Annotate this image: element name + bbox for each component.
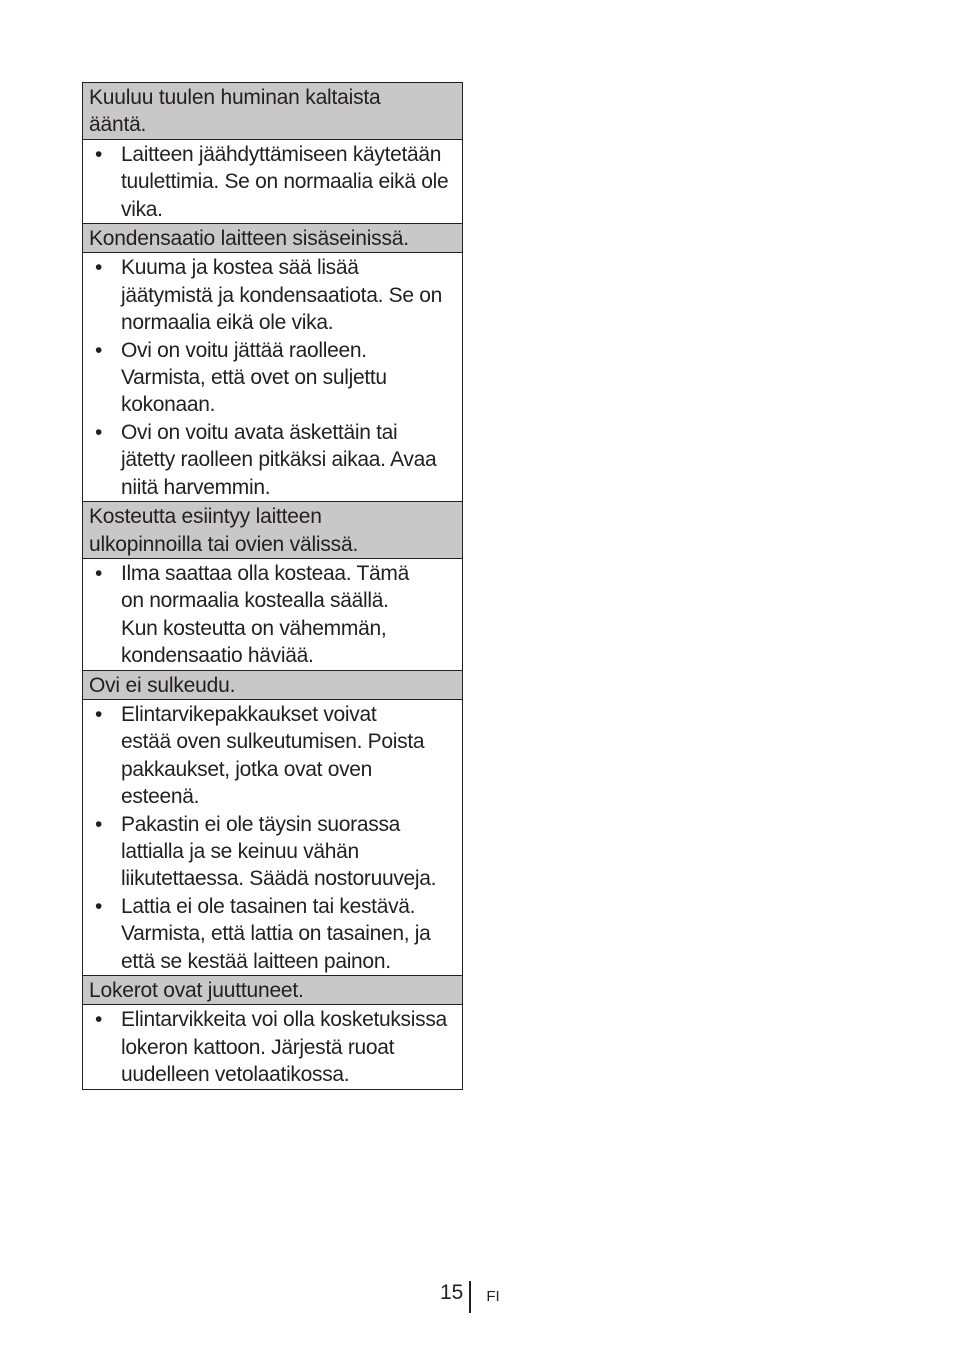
- list-item-text: Ovi on voitu jättää raolleen. Varmista, että ovet on suljettu kokonaan.: [121, 338, 387, 417]
- list-item: [89, 560, 456, 670]
- section-body: [83, 1005, 462, 1089]
- section-body: [83, 140, 462, 224]
- bullet-list: [89, 701, 456, 975]
- bullet-list: [89, 254, 456, 501]
- section-body: [83, 700, 462, 976]
- list-item-text: Laitteen jäähdyttämiseen käytetään tuulettimia. Se on normaalia eikä ole vika.: [121, 142, 449, 221]
- bullet-icon: •: [95, 812, 103, 836]
- bullet-list: [89, 141, 456, 223]
- list-item-text: Pakastin ei ole täysin suorassa lattialla ja se keinuu vähän liikutettaessa. Säädä nostoruuveja.: [121, 812, 437, 891]
- list-item: [89, 337, 456, 419]
- list-item-text: Ilma saattaa olla kosteaa. Tämä on normaalia kostealla säällä. Kun kosteutta on vähemmän, kondensaatio häviää.: [121, 561, 409, 668]
- bullet-icon: •: [95, 561, 103, 585]
- bullet-icon: •: [95, 142, 103, 166]
- bullet-icon: •: [95, 1008, 103, 1032]
- list-item: [89, 419, 456, 501]
- section-heading: Kondensaatio laitteen sisäseinissä.: [83, 224, 462, 253]
- bullet-icon: •: [95, 338, 103, 362]
- list-item: [89, 254, 456, 336]
- section-body: [83, 559, 462, 671]
- bullet-list: [89, 1006, 456, 1088]
- section-heading: Kuuluu tuulen huminan kaltaista ääntä.: [83, 83, 462, 140]
- list-item: [89, 811, 456, 893]
- list-item-text: Kuuma ja kostea sää lisää jäätymistä ja kondensaatiota. Se on normaalia eikä ole vika.: [121, 256, 443, 335]
- list-item: [89, 141, 456, 223]
- troubleshooting-table: [82, 82, 463, 1090]
- section-heading: Kosteutta esiintyy laitteen ulkopinnoilla tai ovien välissä.: [83, 502, 462, 559]
- bullet-list: [89, 560, 456, 670]
- list-item-text: Lattia ei ole tasainen tai kestävä. Varmista, että lattia on tasainen, ja että se kestää laitteen painon.: [121, 894, 431, 973]
- bullet-icon: •: [95, 420, 103, 444]
- list-item-text: Ovi on voitu avata äskettäin tai jätetty raolleen pitkäksi aikaa. Avaa niitä harvemmin.: [121, 420, 437, 499]
- bullet-icon: •: [95, 702, 103, 726]
- list-item: [89, 701, 456, 811]
- page-number: 15: [440, 1281, 464, 1304]
- list-item: [89, 1006, 456, 1088]
- language-code: FI: [486, 1288, 500, 1305]
- list-item-text: Elintarvikkeita voi olla kosketuksissa lokeron kattoon. Järjestä ruoat uudelleen vetolaatikossa.: [121, 1008, 447, 1087]
- section-heading: Ovi ei sulkeudu.: [83, 671, 462, 700]
- bullet-icon: •: [95, 894, 103, 918]
- list-item: [89, 893, 456, 975]
- footer-divider: [469, 1281, 471, 1313]
- section-body: [83, 253, 462, 502]
- list-item-text: Elintarvikepakkaukset voivat estää oven sulkeutumisen. Poista pakkaukset, jotka ovat oven esteenä.: [121, 702, 425, 809]
- page-footer: [440, 1281, 500, 1313]
- section-heading: Lokerot ovat juuttuneet.: [83, 976, 462, 1005]
- bullet-icon: •: [95, 256, 103, 280]
